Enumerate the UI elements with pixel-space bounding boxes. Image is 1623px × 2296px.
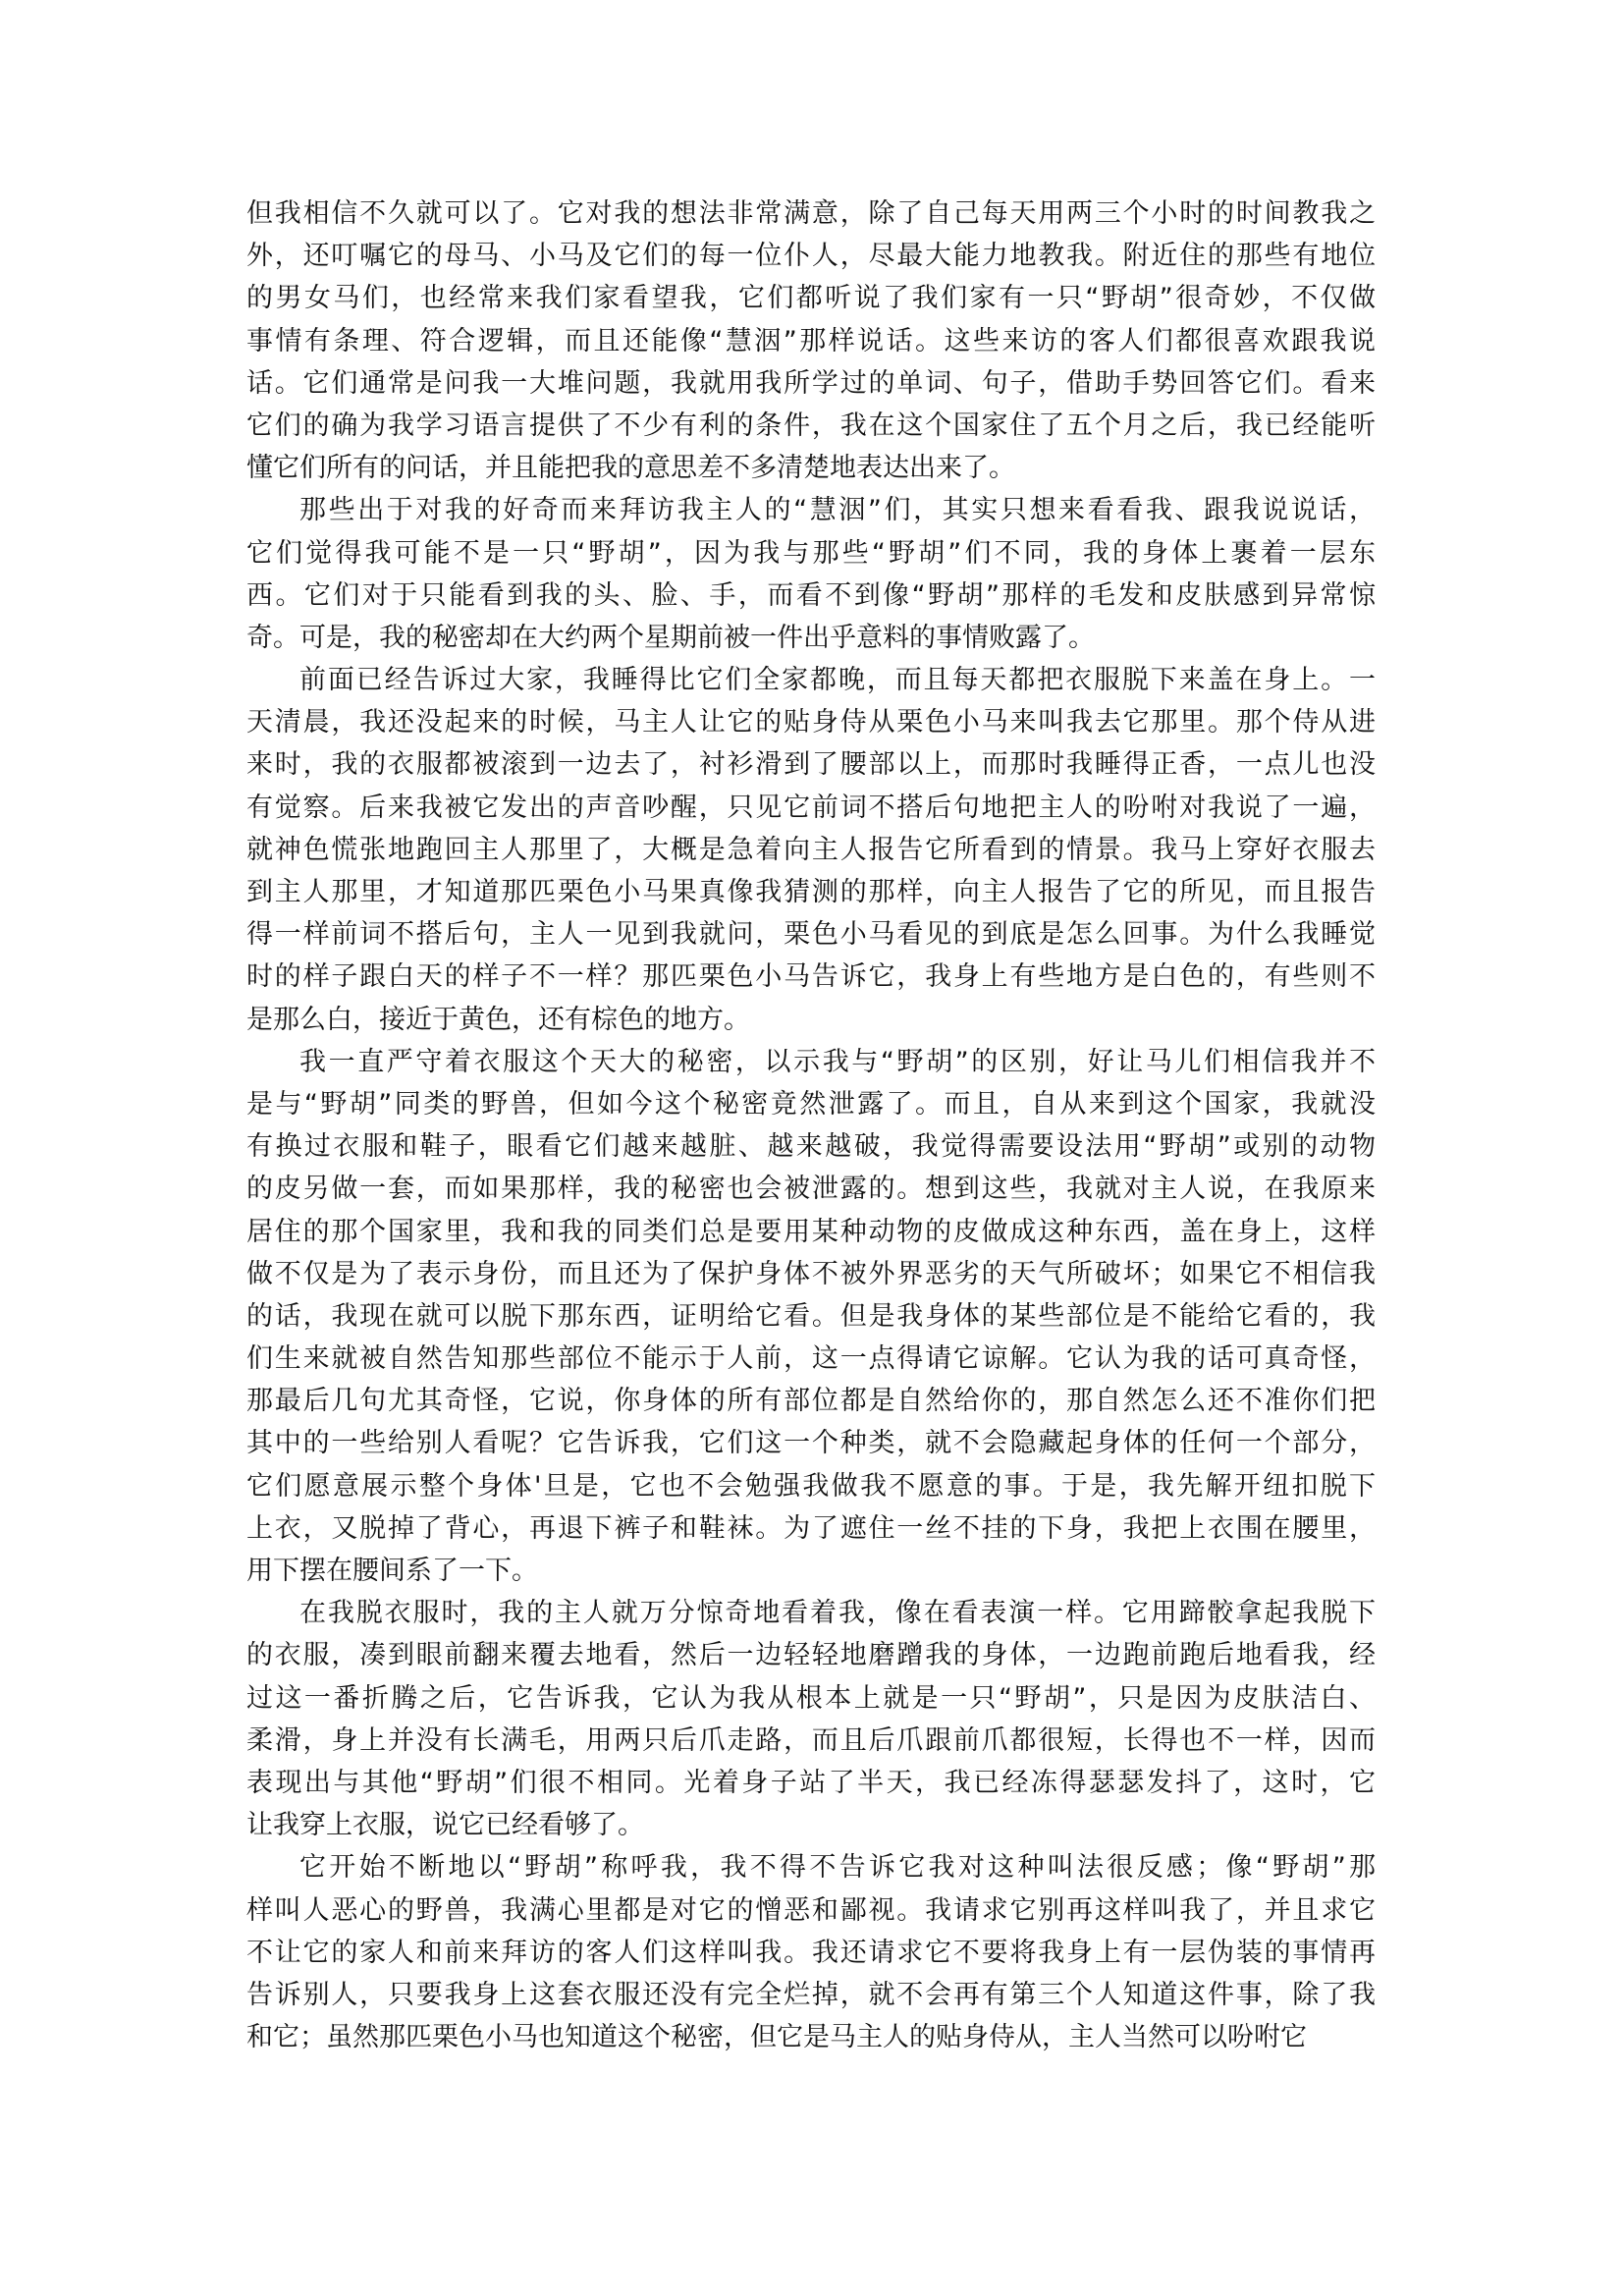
text-line: 的皮另做一套，而如果那样，我的秘密也会被泄露的。想到这些，我就对主人说，在我原来 xyxy=(246,1174,1376,1205)
text-line: 的话，我现在就可以脱下那东西，证明给它看。但是我身体的某些部位是不能给它看的，我 xyxy=(246,1300,1376,1332)
text-line: 时的样子跟白天的样子不一样？那匹栗色小马告诉它，我身上有些地方是白色的，有些则不 xyxy=(246,961,1376,993)
text-line: 样叫人恶心的野兽，我满心里都是对它的憎恶和鄙视。我请求它别再这样叫我了，并且求它 xyxy=(246,1894,1376,1926)
text-line: 外，还叮嘱它的母马、小马及它们的每一位仆人，尽最大能力地教我。附近住的那些有地位 xyxy=(246,241,1376,272)
text-line: 那最后几句尤其奇怪，它说，你身体的所有部位都是自然给你的，那自然怎么还不准你们把 xyxy=(246,1386,1376,1417)
text-line: 上衣，又脱掉了背心，再退下裤子和鞋袜。为了遮住一丝不挂的下身，我把上衣围在腰里， xyxy=(246,1512,1376,1544)
text-line: 那些出于对我的好奇而来拜访我主人的“慧洇”们，其实只想来看看我、跟我说说话， xyxy=(299,495,1376,526)
text-line: 是与“野胡”同类的野兽，但如今这个秘密竟然泄露了。而且，自从来到这个国家，我就没 xyxy=(246,1088,1376,1120)
paragraph xyxy=(246,1846,1376,2058)
text-line: 我一直严守着衣服这个天大的秘密，以示我与“野胡”的区别，好让马儿们相信我并不 xyxy=(299,1046,1376,1077)
text-line: 柔滑，身上并没有长满毛，用两只后爪走路，而且后爪跟前爪都很短，长得也不一样，因而 xyxy=(246,1724,1376,1756)
text-line: 和它；虽然那匹栗色小马也知道这个秘密，但它是马主人的贴身侍从，主人当然可以吩咐它 xyxy=(246,2022,1307,2053)
text-line: 不让它的家人和前来拜访的客人们这样叫我。我还请求它不要将我身上有一层伪装的事情再 xyxy=(246,1937,1376,1968)
text-line: 但我相信不久就可以了。它对我的想法非常满意，除了自己每天用两三个小时的时间教我之 xyxy=(246,198,1376,229)
text-line: 它们觉得我可能不是一只“野胡”，因为我与那些“野胡”们不同，我的身体上裹着一层东 xyxy=(246,537,1376,569)
text-line: 话。它们通常是问我一大堆问题，我就用我所学过的单词、句子，借助手势回答它们。看来 xyxy=(246,367,1376,399)
paragraph xyxy=(246,1592,1376,1846)
text-line: 在我脱衣服时，我的主人就万分惊奇地看着我，像在看表演一样。它用蹄骹拿起我脱下 xyxy=(299,1598,1376,1629)
paragraph xyxy=(246,489,1376,659)
text-line: 它们的确为我学习语言提供了不少有利的条件，我在这个国家住了五个月之后，我已经能听 xyxy=(246,410,1376,441)
paragraph xyxy=(246,659,1376,1041)
text-line: 就神色慌张地跑回主人那里了，大概是急着向主人报告它所看到的情景。我马上穿好衣服去 xyxy=(246,834,1376,865)
text-line: 它们愿意展示整个身体'旦是，它也不会勉强我做我不愿意的事。于是，我先解开纽扣脱下 xyxy=(246,1470,1376,1502)
text-line: 来时，我的衣服都被滚到一边去了，衬衫滑到了腰部以上，而那时我睡得正香，一点儿也没 xyxy=(246,749,1376,781)
text-line: 是那么白，接近于黄色，还有棕色的地方。 xyxy=(246,1004,750,1035)
paragraph xyxy=(246,192,1376,489)
text-line: 的男女马们，也经常来我们家看望我，它们都听说了我们家有一只“野胡”很奇妙，不仅做 xyxy=(246,283,1376,314)
text-line: 告诉别人，只要我身上这套衣服还没有完全烂掉，就不会再有第三个人知道这件事，除了我 xyxy=(246,1979,1376,2010)
text-line: 天清晨，我还没起来的时候，马主人让它的贴身侍从栗色小马来叫我去它那里。那个侍从进 xyxy=(246,707,1376,738)
text-line: 其中的一些给别人看呢？它告诉我，它们这一个种类，就不会隐藏起身体的任何一个部分， xyxy=(246,1428,1376,1459)
text-line: 有觉察。后来我被它发出的声音吵醒，只见它前词不搭后句地把主人的吩咐对我说了一遍， xyxy=(246,792,1376,823)
text-line: 奇。可是，我的秘密却在大约两个星期前被一件出乎意料的事情败露了。 xyxy=(246,622,1095,653)
text-line: 表现出与其他“野胡”们很不相同。光着身子站了半天，我已经冻得瑟瑟发抖了，这时，它 xyxy=(246,1767,1376,1798)
text-line: 到主人那里，才知道那匹栗色小马果真像我猜测的那样，向主人报告了它的所见，而且报告 xyxy=(246,877,1376,907)
text-line: 让我穿上衣服，说它已经看够了。 xyxy=(246,1810,644,1841)
text-line: 懂它们所有的问话，并且能把我的意思差不多清楚地表达出来了。 xyxy=(246,453,1015,484)
text-line: 得一样前词不搭后句，主人一见到我就问，栗色小马看见的到底是怎么回事。为什么我睡觉 xyxy=(246,919,1376,951)
text-line: 们生来就被自然告知那些部位不能示于人前，这一点得请它谅解。它认为我的话可真奇怪， xyxy=(246,1343,1376,1375)
document-page xyxy=(246,192,1376,2058)
text-line: 有换过衣服和鞋子，眼看它们越来越脏、越来越破，我觉得需要设法用“野胡”或别的动物 xyxy=(246,1131,1376,1163)
text-line: 它开始不断地以“野胡”称呼我，我不得不告诉它我对这种叫法很反感；像“野胡”那 xyxy=(299,1852,1376,1884)
text-line: 做不仅是为了表示身份，而且还为了保护身体不被外界恶劣的天气所破坏；如果它不相信我 xyxy=(246,1258,1376,1289)
text-line: 居住的那个国家里，我和我的同类们总是要用某种动物的皮做成这种东西，盖在身上，这样 xyxy=(246,1216,1376,1247)
text-line: 的衣服，凑到眼前翻来覆去地看，然后一边轻轻地磨蹭我的身体，一边跑前跑后地看我，经 xyxy=(246,1640,1376,1671)
text-line: 事情有条理、符合逻辑，而且还能像“慧洇”那样说话。这些来访的客人们都很喜欢跟我说 xyxy=(246,325,1376,356)
paragraph xyxy=(246,1041,1376,1592)
text-line: 前面已经告诉过大家，我睡得比它们全家都晚，而且每天都把衣服脱下来盖在身上。一 xyxy=(299,665,1376,696)
text-line: 过这一番折腾之后，它告诉我，它认为我从根本上就是一只“野胡”，只是因为皮肤洁白、 xyxy=(246,1682,1376,1714)
text-line: 用下摆在腰间系了一下。 xyxy=(246,1556,538,1586)
text-line: 西。它们对于只能看到我的头、脸、手，而看不到像“野胡”那样的毛发和皮肤感到异常惊 xyxy=(246,579,1376,611)
